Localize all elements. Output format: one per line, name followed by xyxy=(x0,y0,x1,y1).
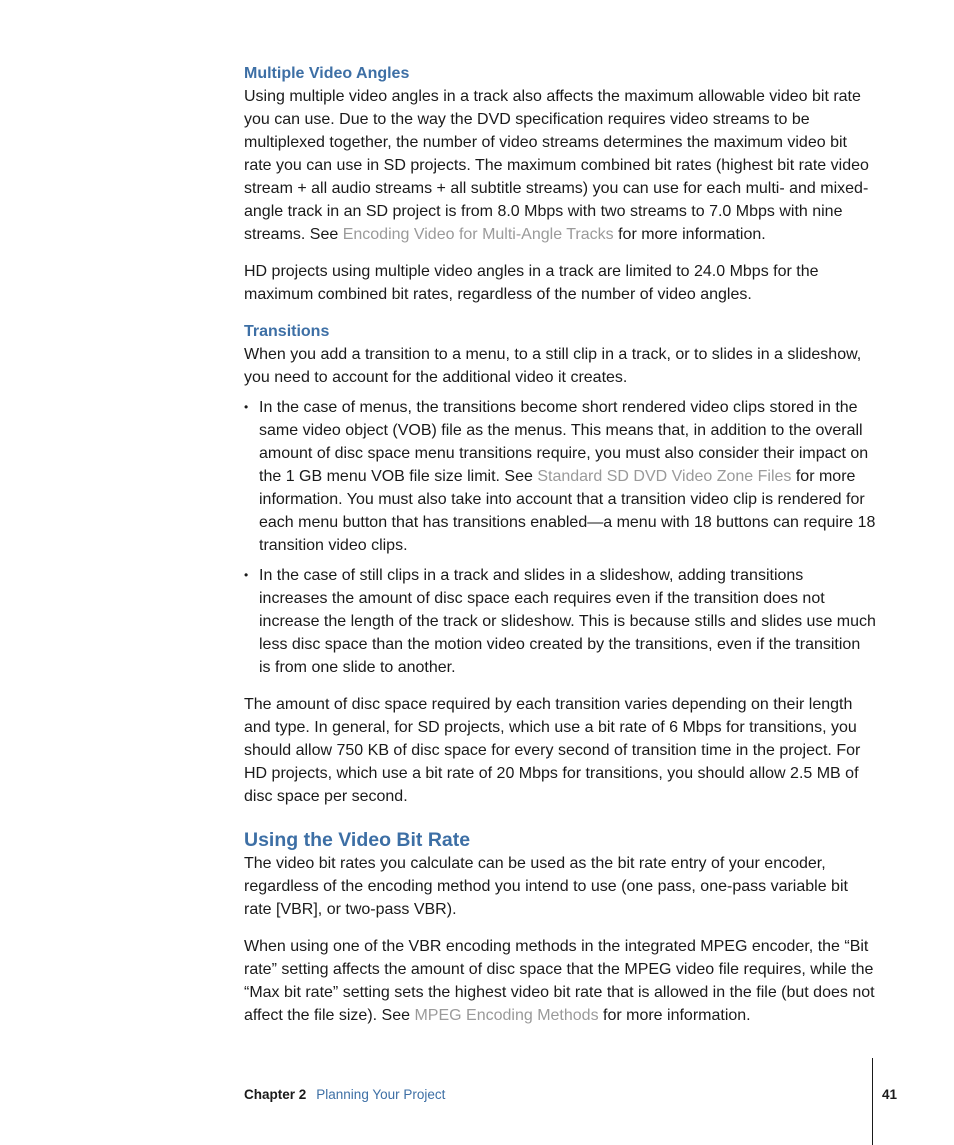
paragraph-mva-2: HD projects using multiple video angles in a track are limited to 24.0 Mbps for the maximum combined bit rates, regardless of the number of video angles. xyxy=(244,263,819,303)
page-number: 41 xyxy=(882,1087,898,1102)
link-standard-sd-dvd[interactable]: Standard SD DVD Video Zone Files xyxy=(537,468,792,485)
link-encoding-multi-angle[interactable]: Encoding Video for Multi-Angle Tracks xyxy=(342,226,614,243)
paragraph-text: Using multiple video angles in a track also affects the maximum allowable video bit rate you can use. Due to the way the DVD specification requires video streams to be multiplexed together, the number of video streams determines the maximum video bit rate you can use in SD projects. The maximum combined bit rates (highest bit rate video stream + all audio streams + all subtitle streams) you can use for each multi- and mixed-angle track in an SD project is from 8.0 Mbps with two streams to 7.0 Mbps with nine streams. See xyxy=(244,88,869,243)
paragraph-transitions-after: The amount of disc space required by each transition varies depending on their length and type. In general, for SD projects, which use a bit rate of 6 Mbps for transitions, you should allow 750 KB of disc space for every second of transition time in the project. For HD projects, which use a bit rate of 20 Mbps for transitions, you should allow 2.5 MB of disc space per second. xyxy=(244,696,861,805)
paragraph-text: When using one of the VBR encoding methods in the integrated MPEG encoder, the “Bit rate” setting affects the amount of disc space that the MPEG video file requires, while the “Max bit rate” setting sets the highest video bit rate that is allowed in the file (but does not affect the file size). See xyxy=(244,938,875,1024)
transitions-bullet-list xyxy=(244,396,876,679)
heading-multiple-video-angles: Multiple Video Angles xyxy=(244,65,410,82)
paragraph-transitions-intro: When you add a transition to a menu, to a still clip in a track, or to slides in a slideshow, you need to account for the additional video it creates. xyxy=(244,346,862,386)
heading-transitions: Transitions xyxy=(244,323,330,340)
list-item-text: for more information. You must also take into account that a transition video clip is rendered for each menu button that has transitions enabled—a menu with 18 buttons can require 18 transition video clips. xyxy=(259,468,876,554)
paragraph-text: for more information. xyxy=(613,226,766,243)
footer-section[interactable]: Planning Your Project xyxy=(316,1087,446,1102)
paragraph-bitrate-2 xyxy=(244,935,876,1027)
paragraph-bitrate-1: The video bit rates you calculate can be used as the bit rate entry of your encoder, regardless of the encoding method you intend to use (one pass, one-pass variable bit rate [VBR], or two-pass VBR). xyxy=(244,855,848,918)
footer-chapter: Chapter 2 xyxy=(244,1087,307,1102)
footer-divider xyxy=(872,1058,873,1145)
page-footer xyxy=(244,1086,445,1104)
heading-using-video-bit-rate: Using the Video Bit Rate xyxy=(244,829,471,851)
link-mpeg-encoding-methods[interactable]: MPEG Encoding Methods xyxy=(414,1007,599,1024)
list-item-text: In the case of menus, the transitions become short rendered video clips stored in the same video object (VOB) file as the menus. This means that, in addition to the overall amount of disc space menu transitions require, you must also consider their impact on the 1 GB menu VOB file size limit. See xyxy=(259,399,869,485)
list-item: • In the case of still clips in a track and slides in a slideshow, adding transitions increases the amount of disc space each requires even if the transition does not increase the length of the track or slideshow. This is because stills and slides use much less disc space than the motion video created by the transitions, even if the transition is from one slide to another. xyxy=(244,564,876,679)
list-item xyxy=(244,396,876,557)
paragraph-mva-1 xyxy=(244,85,876,246)
page-content xyxy=(244,62,876,1041)
paragraph-text: for more information. xyxy=(598,1007,751,1024)
